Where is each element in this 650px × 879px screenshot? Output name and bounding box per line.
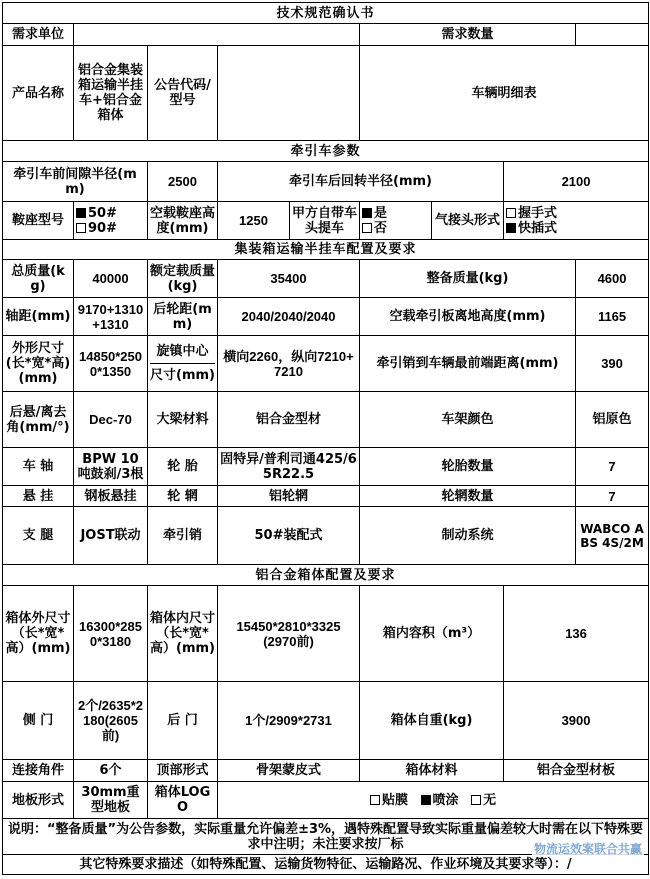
beam-material-value: 铝合金型材 xyxy=(218,392,360,448)
rim-quantity-value: 7 xyxy=(576,486,649,507)
box-volume-value: 136 xyxy=(504,586,649,682)
floor-type-label: 地板形式 xyxy=(3,782,74,819)
checked-box-icon xyxy=(362,208,372,218)
suspension-label: 悬 挂 xyxy=(3,486,74,507)
product-name-value: 铝合金集装箱运输半挂车+铝合金箱体 xyxy=(74,46,148,141)
saddle-model-label: 鞍座型号 xyxy=(3,202,74,240)
rated-load-label: 额定载质量(kg) xyxy=(148,260,218,298)
unchecked-box-icon xyxy=(471,795,481,805)
swing-center-value: 横向2260，纵向7210+7210 xyxy=(218,336,360,392)
corner-fitting-label: 连接角件 xyxy=(3,760,74,782)
swing-center-label-top: 旋镇中心 xyxy=(150,344,215,364)
box-material-label: 箱体材料 xyxy=(360,760,504,782)
logo-option-spray[interactable]: 喷涂 xyxy=(421,793,459,808)
kingpin-value: 50#装配式 xyxy=(218,507,360,565)
rear-radius-label: 牵引车后回转半径(mm) xyxy=(218,162,504,202)
frame-color-label: 车架颜色 xyxy=(360,392,576,448)
inner-dims-main: 15450*2810*3325 xyxy=(236,618,341,634)
empty-saddle-height-value: 1250 xyxy=(218,202,290,240)
checked-box-icon xyxy=(76,208,86,218)
air-option-quick[interactable]: 快插式 xyxy=(506,221,646,236)
unchecked-box-icon xyxy=(506,208,516,218)
tyre-quantity-label: 轮胎数量 xyxy=(360,448,576,486)
front-radius-label: 牵引车前间隙半径(mm) xyxy=(3,162,148,202)
tyre-label: 轮 胎 xyxy=(148,448,218,486)
side-door-value: 2个/2635*2180(2605前) xyxy=(74,682,148,760)
gross-mass-label: 总质量(kg) xyxy=(3,260,74,298)
watermark: 物流运效案联合共赢 xyxy=(533,842,642,856)
rear-door-label: 后 门 xyxy=(148,682,218,760)
inner-dims-label: 箱体内尺寸（长*宽*高）(mm) xyxy=(148,586,218,682)
axle-value: BPW 10吨鼓刹/3根 xyxy=(74,448,148,486)
air-option-handshake[interactable]: 握手式 xyxy=(506,206,646,221)
kingpin-label: 牵引销 xyxy=(148,507,218,565)
checked-box-icon xyxy=(506,223,516,233)
notes-text: 说明：“整备质量”为公告参数，实际重量允许偏差±3%，遇特殊配置导致实际重量偏差较大时需在以下特殊要求中注明；未注要求按厂标 xyxy=(3,819,649,855)
side-door-label: 侧 门 xyxy=(3,682,74,760)
kingpin-distance-label: 牵引销到车辆最前端距离(mm) xyxy=(360,336,576,392)
brake-system-value: WABCO ABS 4S/2M xyxy=(576,507,649,565)
rear-radius-value: 2100 xyxy=(504,162,649,202)
self-lift-options xyxy=(360,202,432,240)
unchecked-box-icon xyxy=(370,795,380,805)
swing-center-label xyxy=(148,336,218,392)
self-lift-option-no[interactable]: 否 xyxy=(362,221,429,236)
logo-option-film[interactable]: 贴膜 xyxy=(370,793,408,808)
quantity-label: 需求数量 xyxy=(360,24,576,46)
rim-value: 铝轮辋 xyxy=(218,486,360,507)
overall-dims-label: 外形尺寸(长*宽*高)(mm) xyxy=(3,336,74,392)
box-weight-label: 箱体自重(kg) xyxy=(360,682,504,760)
tyre-quantity-value: 7 xyxy=(576,448,649,486)
front-radius-value: 2500 xyxy=(148,162,218,202)
logo-option-none[interactable]: 无 xyxy=(471,793,496,808)
suspension-value: 钢板悬挂 xyxy=(74,486,148,507)
plate-height-label: 空载牵引板离地高度(mm) xyxy=(360,298,576,336)
rear-door-value: 1个/2909*2731 xyxy=(218,682,360,760)
unchecked-box-icon xyxy=(362,223,372,233)
landing-leg-value: JOST联动 xyxy=(74,507,148,565)
unit-label: 需求单位 xyxy=(3,24,74,46)
wheelbase-label: 轴距(mm) xyxy=(3,298,74,336)
rim-label: 轮 辋 xyxy=(148,486,218,507)
axle-label: 车 轴 xyxy=(3,448,74,486)
frame-color-value: 铝原色 xyxy=(576,392,649,448)
air-connector-options xyxy=(504,202,649,240)
product-name-label: 产品名称 xyxy=(3,46,74,141)
box-logo-label: 箱体LOGO xyxy=(148,782,218,819)
inner-dims-front: (2970前) xyxy=(263,633,314,649)
air-connector-label: 气接头形式 xyxy=(432,202,504,240)
saddle-option-50[interactable]: 50# xyxy=(76,206,145,221)
checked-box-icon xyxy=(421,795,431,805)
saddle-model-options xyxy=(74,202,148,240)
landing-leg-label: 支 腿 xyxy=(3,507,74,565)
box-logo-options xyxy=(218,782,649,819)
box-section-title: 铝合金箱体配置及要求 xyxy=(3,565,649,586)
rear-track-label: 后轮距(mm) xyxy=(148,298,218,336)
empty-saddle-height-label: 空载鞍座高度(mm) xyxy=(148,202,218,240)
outer-dims-value: 16300*2850*3180 xyxy=(74,586,148,682)
corner-fitting-value: 6个 xyxy=(74,760,148,782)
document-title: 技术规范确认书 xyxy=(3,3,649,24)
swing-center-label-bottom: 尺寸(mm) xyxy=(150,368,215,383)
overhang-label: 后悬/离去角(mm/°) xyxy=(3,392,74,448)
roof-type-label: 顶部形式 xyxy=(148,760,218,782)
kingpin-distance-value: 390 xyxy=(576,336,649,392)
vehicle-detail-list: 车辆明细表 xyxy=(360,46,649,141)
rim-quantity-label: 轮辋数量 xyxy=(360,486,576,507)
outer-dims-label: 箱体外尺寸（长*宽*高）(mm) xyxy=(3,586,74,682)
overall-dims-value: 14850*2500*1350 xyxy=(74,336,148,392)
box-volume-label: 箱内容积（m³） xyxy=(360,586,504,682)
curb-mass-label: 整备质量(kg) xyxy=(360,260,576,298)
announcement-code-value[interactable] xyxy=(218,46,360,141)
self-lift-option-yes[interactable]: 是 xyxy=(362,206,429,221)
rear-track-value: 2040/2040/2040 xyxy=(218,298,360,336)
inner-dims-value xyxy=(218,586,360,682)
brake-system-label: 制动系统 xyxy=(360,507,576,565)
tyre-value: 固特异/普利司通425/65R22.5 xyxy=(218,448,360,486)
curb-mass-value: 4600 xyxy=(576,260,649,298)
trailer-section-title: 集装箱运输半挂车配置及要求 xyxy=(3,240,649,260)
floor-type-value: 30mm重型地板 xyxy=(74,782,148,819)
rated-load-value: 35400 xyxy=(218,260,360,298)
unit-value[interactable] xyxy=(74,24,360,46)
saddle-option-90[interactable]: 90# xyxy=(76,221,145,236)
beam-material-label: 大梁材料 xyxy=(148,392,218,448)
spec-table xyxy=(2,2,649,875)
quantity-value[interactable] xyxy=(576,24,649,46)
tractor-section-title: 牵引车参数 xyxy=(3,141,649,162)
self-lift-label: 甲方自带车头提车 xyxy=(290,202,360,240)
roof-type-value: 骨架蒙皮式 xyxy=(218,760,360,782)
overhang-value: Dec-70 xyxy=(74,392,148,448)
box-weight-value: 3900 xyxy=(504,682,649,760)
gross-mass-value: 40000 xyxy=(74,260,148,298)
special-requirements: 其它特殊要求描述（如特殊配置、运输货物特征、运输路况、作业环境及其要求等）：/ xyxy=(3,855,649,875)
announcement-code-label: 公告代码/型号 xyxy=(148,46,218,141)
plate-height-value: 1165 xyxy=(576,298,649,336)
wheelbase-value: 9170+1310+1310 xyxy=(74,298,148,336)
unchecked-box-icon xyxy=(76,223,86,233)
box-material-value: 铝合金型材板 xyxy=(504,760,649,782)
